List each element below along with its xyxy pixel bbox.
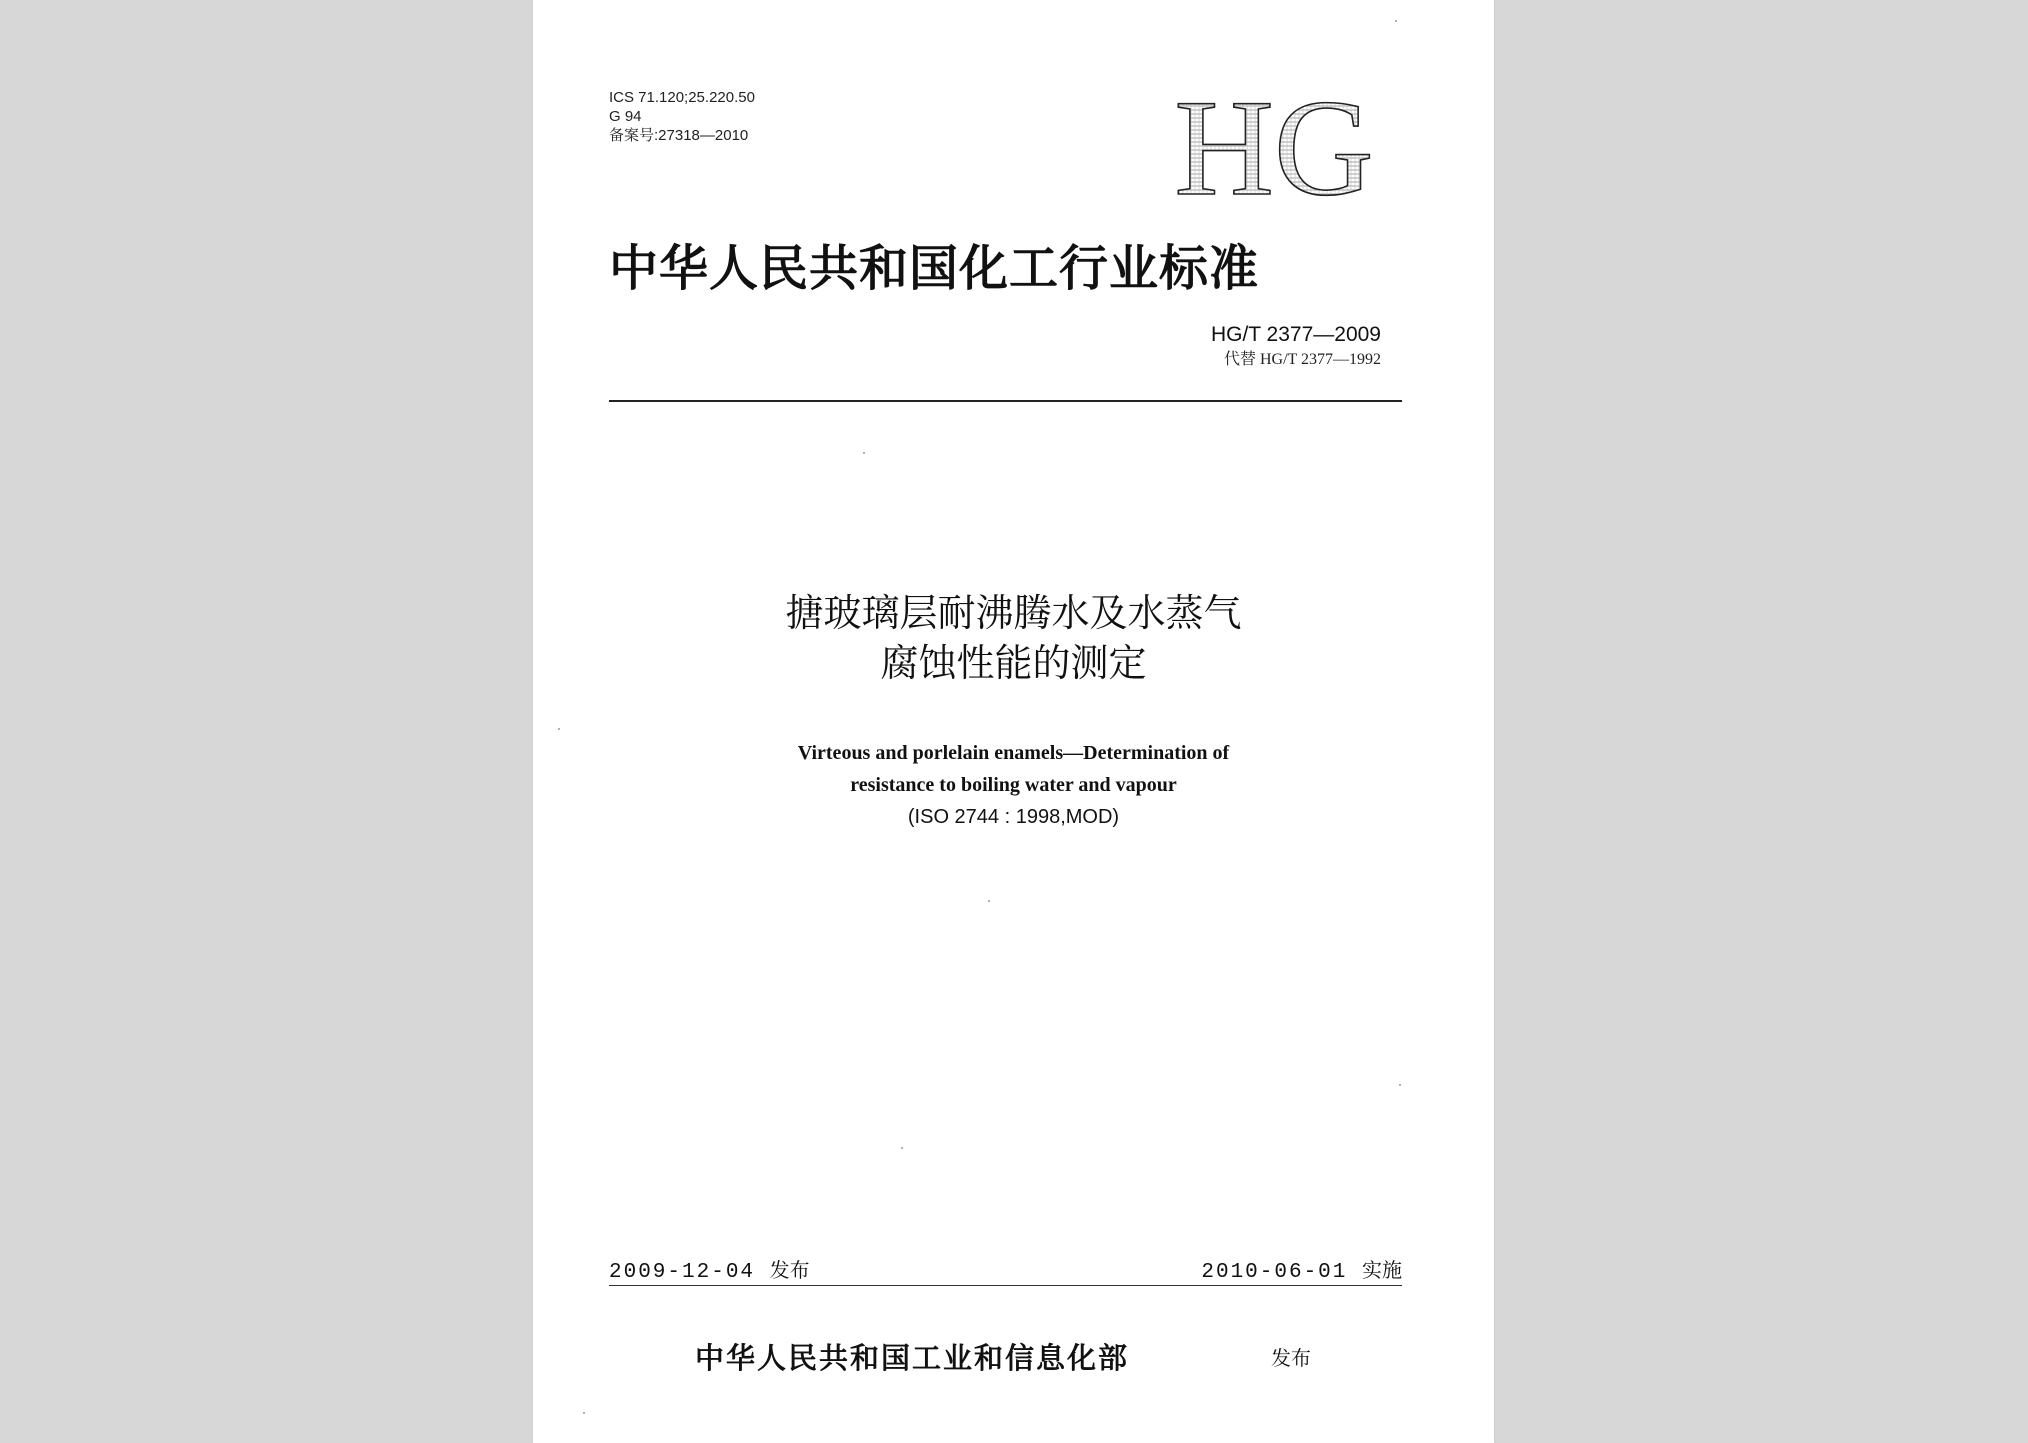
english-title-line-2: resistance to boiling water and vapour: [850, 774, 1177, 796]
chinese-title: [533, 588, 1494, 688]
scan-speck: [988, 900, 990, 902]
chinese-title-line-1: 搪玻璃层耐沸腾水及水蒸气: [785, 591, 1242, 635]
ics-code: ICS 71.120;25.220.50: [609, 89, 755, 106]
iso-reference: (ISO 2744 : 1998,MOD): [907, 806, 1120, 828]
replaces-code: 代替 HG/T 2377—1992: [1223, 351, 1381, 368]
ccs-code: G 94: [609, 108, 642, 125]
english-title: [533, 737, 1494, 833]
issue-date: [609, 1254, 810, 1284]
logo-lettering: HG: [1174, 72, 1374, 212]
footer-divider: [609, 1285, 1402, 1286]
publisher-name: 中华人民共和国工业和信息化部: [695, 1341, 1130, 1375]
english-title-line-1: Virteous and porlelain enamels—Determination of: [797, 742, 1230, 764]
document-page: [533, 0, 1494, 1443]
chinese-title-line-2: 腐蚀性能的测定: [880, 641, 1147, 685]
filing-number: 备案号:27318—2010: [609, 127, 749, 144]
standard-category-title: 中华人民共和国化工行业标准: [609, 240, 1260, 297]
scan-speck: [583, 1412, 585, 1414]
scan-speck: [901, 1147, 903, 1149]
scan-speck: [1395, 20, 1397, 22]
issue-label: 发布: [769, 1258, 810, 1282]
header-divider: [609, 400, 1402, 402]
standard-number-block: [1211, 322, 1381, 372]
publisher-suffix: 发布: [1271, 1346, 1311, 1370]
hg-logo: [1169, 72, 1379, 212]
issue-date-value: 2009-12-04: [609, 1261, 756, 1284]
standard-code: HG/T 2377—2009: [1210, 323, 1381, 346]
implementation-date-value: 2010-06-01: [1201, 1261, 1348, 1284]
scan-speck: [863, 452, 865, 454]
implementation-date: [1201, 1254, 1402, 1284]
classification-block: [609, 88, 755, 145]
scan-speck: [1399, 1084, 1401, 1086]
scan-speck: [558, 728, 560, 730]
implementation-label: 实施: [1362, 1258, 1402, 1282]
